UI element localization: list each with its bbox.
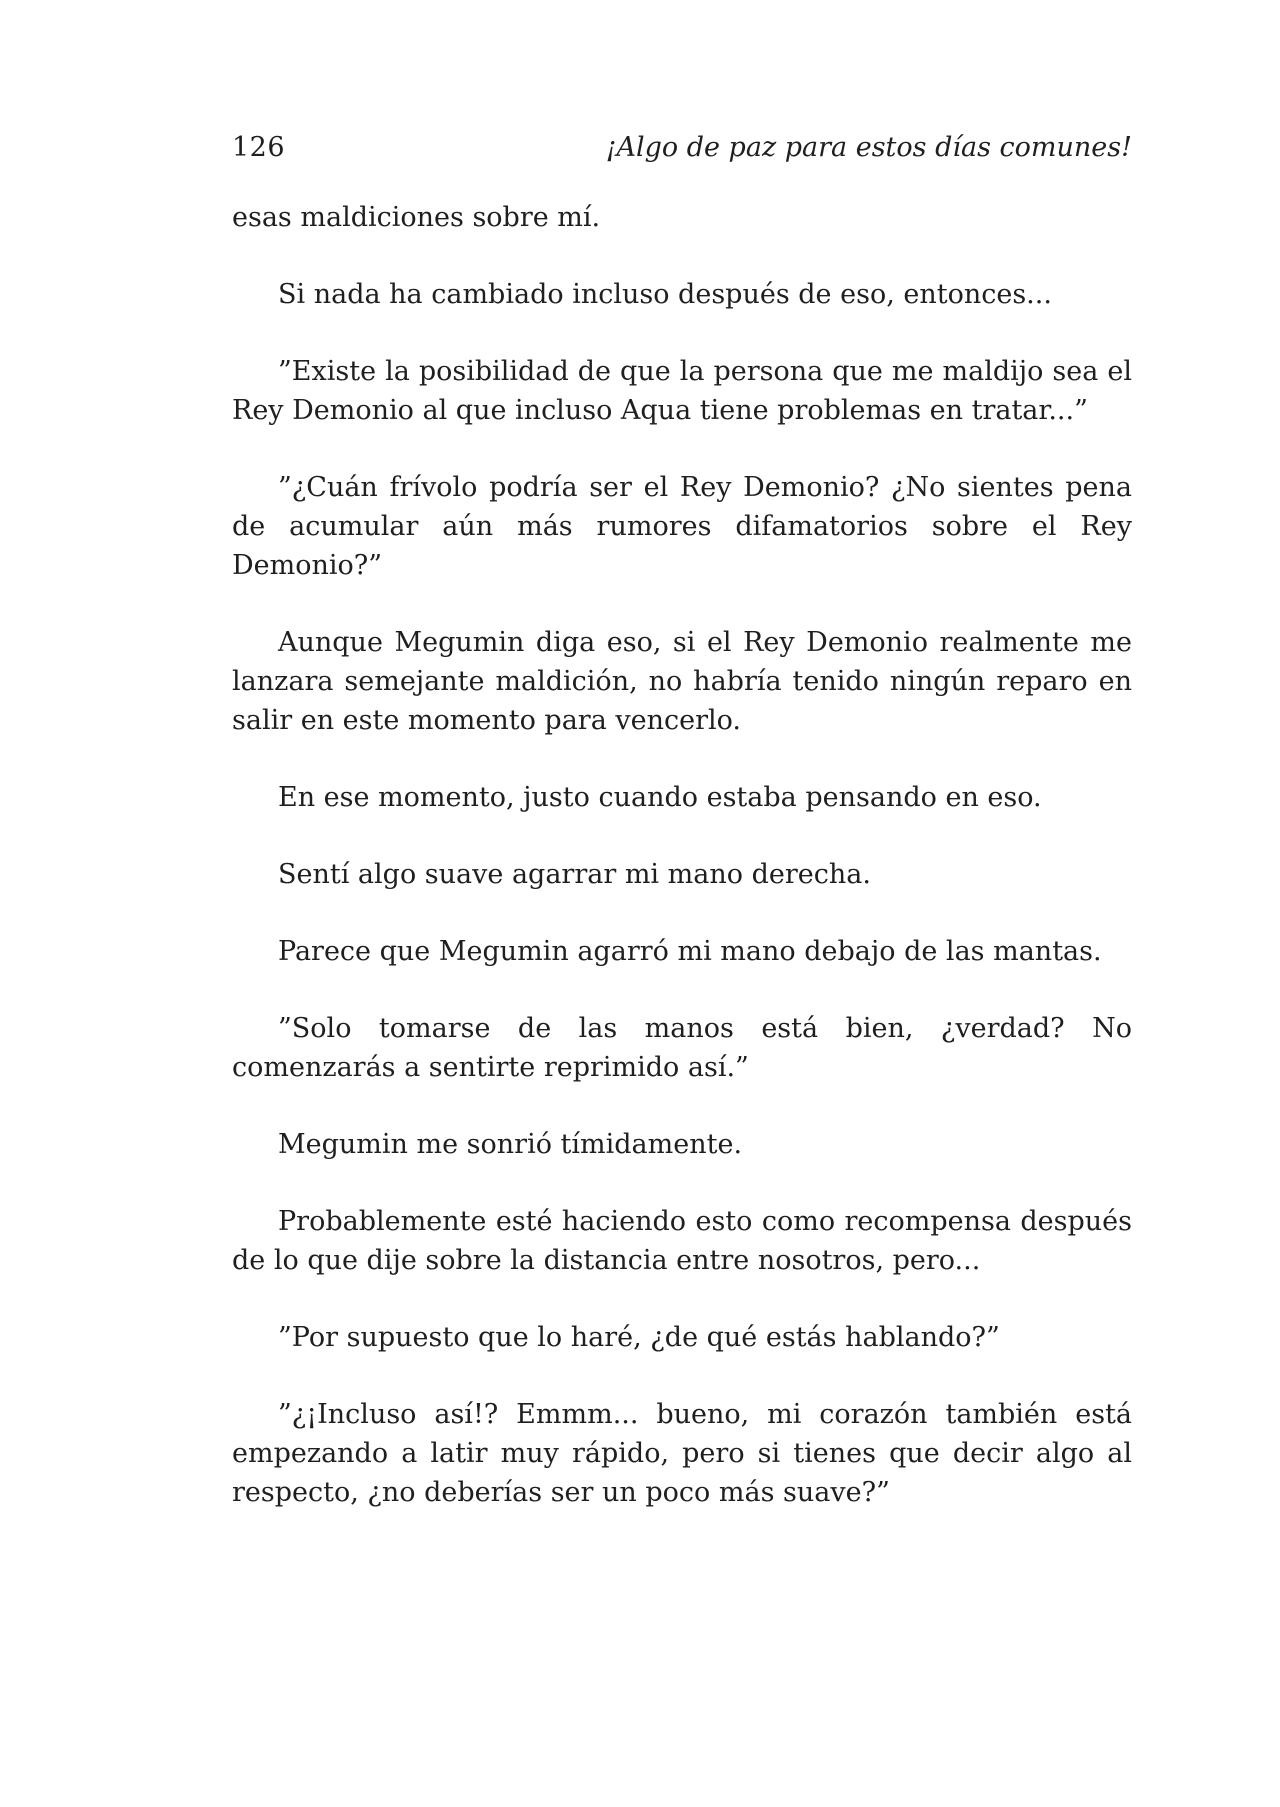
- paragraph: Probablemente esté haciendo esto como recompensa después de lo que dije sobre la distancia entre nosotros, pero...: [232, 1206, 1132, 1276]
- paragraph: En ese momento, justo cuando estaba pensando en eso.: [278, 782, 1042, 813]
- book-page: [232, 128, 1132, 1550]
- paragraph: Parece que Megumin agarró mi mano debajo de las mantas.: [278, 936, 1102, 967]
- paragraph: Si nada ha cambiado incluso después de eso, entonces...: [278, 279, 1052, 310]
- paragraph-continuation: esas maldiciones sobre mí.: [232, 202, 601, 233]
- paragraph: ”Solo tomarse de las manos está bien, ¿verdad? No comenzarás a sentirte reprimido así.”: [232, 1013, 1132, 1083]
- paragraph: ”¿¡Incluso así!? Emmm... bueno, mi corazón también está empezando a latir muy rápido, pero si tienes que decir algo al respecto, ¿no deberías ser un poco más suave?”: [232, 1399, 1132, 1508]
- paragraph: ”Por supuesto que lo haré, ¿de qué estás hablando?”: [278, 1322, 1000, 1353]
- body-text: [232, 198, 1132, 1512]
- paragraph: ”¿Cuán frívolo podría ser el Rey Demonio? ¿No sientes pena de acumular aún más rumores difamatorios sobre el Rey Demonio?”: [232, 472, 1132, 581]
- paragraph: Megumin me sonrió tímidamente.: [278, 1129, 743, 1160]
- paragraph: Sentí algo suave agarrar mi mano derecha.: [278, 859, 871, 890]
- running-header: [232, 128, 1132, 168]
- paragraph: ”Existe la posibilidad de que la persona que me maldijo sea el Rey Demonio al que incluso Aqua tiene problemas en tratar...”: [232, 356, 1132, 426]
- running-title: ¡Algo de paz para estos días comunes!: [605, 132, 1132, 163]
- page-number: 126: [232, 132, 286, 163]
- paragraph: Aunque Megumin diga eso, si el Rey Demonio realmente me lanzara semejante maldición, no habría tenido ningún reparo en salir en este momento para vencerlo.: [232, 627, 1132, 736]
